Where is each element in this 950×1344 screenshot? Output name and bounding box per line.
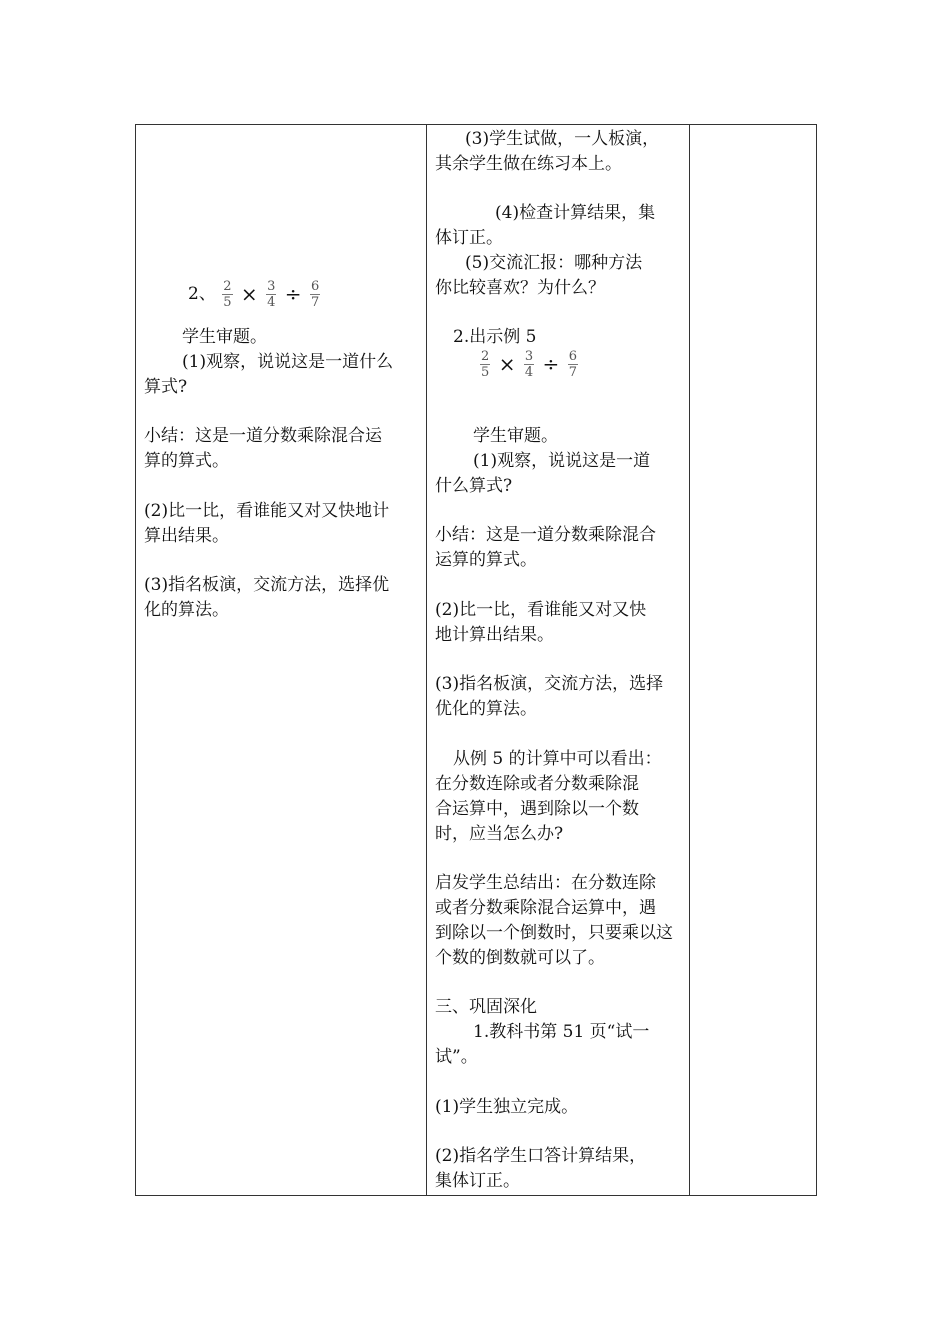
text-line: 到除以一个倒数时，只要乘以这	[435, 923, 673, 943]
fraction: $\frac{6}{7}$	[568, 349, 577, 380]
text-line: (2)比一比，看谁能又对又快地计	[144, 501, 390, 521]
fraction: $\frac{3}{4}$	[267, 279, 276, 310]
text-line: 合运算中，遇到除以一个数	[435, 799, 639, 819]
text-line: 你比较喜欢？为什么？	[435, 278, 605, 298]
left-expression	[188, 279, 321, 310]
text-line: 什么算式?	[435, 476, 513, 496]
text-line: 在分数连除或者分数乘除混	[435, 774, 639, 794]
text-line: 算式?	[144, 377, 188, 397]
left-column	[136, 125, 427, 1196]
text-line: (1)观察，说说这是一道什么	[182, 352, 394, 372]
text-line: 时，应当怎么办?	[435, 824, 564, 844]
text-line: (1)观察，说说这是一道	[473, 451, 651, 471]
text-line: 从例 5 的计算中可以看出：	[453, 749, 662, 769]
text-line: 小结：这是一道分数乘除混合运	[144, 426, 382, 446]
text-line: (2)指名学生口答计算结果，	[435, 1146, 647, 1166]
expr-prefix: 2、	[188, 284, 216, 304]
text-line: (5)交流汇报：哪种方法	[465, 253, 643, 273]
text-line: (1)学生独立完成。	[435, 1097, 579, 1117]
middle-column	[427, 125, 690, 1196]
section-heading: 三、巩固深化	[435, 997, 537, 1017]
right-column	[690, 125, 817, 1196]
text-line: 体订正。	[435, 228, 503, 248]
text-line: 小结：这是一道分数乘除混合	[435, 525, 656, 545]
text-line: 集体订正。	[435, 1171, 520, 1191]
text-line: (3)指名板演，交流方法，选择	[435, 674, 664, 694]
text-line: 学生审题。	[473, 426, 558, 446]
text-line: 学生审题。	[182, 327, 267, 347]
fraction: $\frac{6}{7}$	[310, 279, 320, 310]
fraction: $\frac{2}{5}$	[481, 349, 490, 380]
divide-sign: ÷	[284, 282, 302, 307]
middle-expression	[479, 349, 579, 380]
text-line: 算出结果。	[144, 526, 229, 546]
text-line: 算的算式。	[144, 451, 229, 471]
text-line: 2.出示例 5	[453, 327, 537, 347]
text-line: 优化的算法。	[435, 699, 537, 719]
text-line: (3)学生试做，一人板演，	[465, 129, 660, 149]
text-line: 1.教科书第 51 页“试一	[473, 1022, 650, 1042]
text-line: 地计算出结果。	[435, 625, 554, 645]
text-line: 化的算法。	[144, 600, 229, 620]
text-line: 运算的算式。	[435, 550, 537, 570]
text-line: 或者分数乘除混合运算中，遇	[435, 898, 656, 918]
text-line: 启发学生总结出：在分数连除	[435, 873, 656, 893]
text-line: (4)检查计算结果，集	[495, 203, 656, 223]
text-line: 个数的倒数就可以了。	[435, 948, 605, 968]
times-sign: ×	[498, 352, 516, 377]
times-sign: ×	[240, 282, 258, 307]
text-line: (2)比一比，看谁能又对又快	[435, 600, 647, 620]
divide-sign: ÷	[542, 352, 560, 377]
fraction: $\frac{3}{4}$	[524, 349, 534, 380]
text-line: 试”。	[435, 1047, 478, 1067]
text-line: 其余学生做在练习本上。	[435, 154, 622, 174]
text-line: (3)指名板演，交流方法，选择优	[144, 575, 390, 595]
fraction: $\frac{2}{5}$	[223, 279, 232, 310]
lesson-table	[135, 124, 817, 1196]
